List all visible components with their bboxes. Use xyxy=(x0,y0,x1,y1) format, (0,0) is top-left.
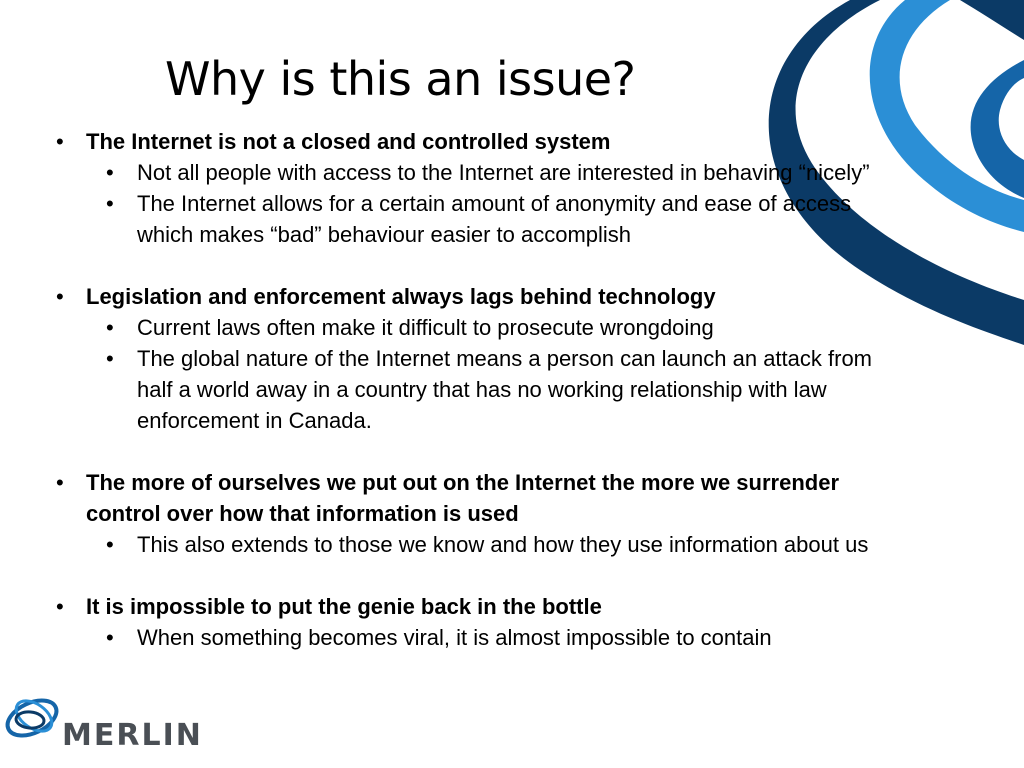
slide-content xyxy=(50,126,900,653)
sub-bullet: • The global nature of the Internet means a person can launch an attack from half a world away in a country that has no working relationship with law enforcement in Canada. xyxy=(50,343,900,436)
sub-bullet: • Not all people with access to the Internet are interested in behaving “nicely” xyxy=(50,157,900,188)
merlin-logo-text: MERLIN xyxy=(62,718,203,753)
swoosh-top-band xyxy=(960,0,1024,40)
swoosh-inner-band xyxy=(971,60,1024,198)
sub-bullet: • Current laws often make it difficult to prosecute wrongdoing xyxy=(50,312,900,343)
bullet-heading-3: • The more of ourselves we put out on the Internet the more we surrender control over how that information is used xyxy=(50,467,900,529)
bullet-heading-4: • It is impossible to put the genie back in the bottle xyxy=(50,591,900,622)
sub-bullet: • This also extends to those we know and how they use information about us xyxy=(50,529,900,560)
bullet-heading-1: • The Internet is not a closed and controlled system xyxy=(50,126,900,157)
bullet-heading-2: • Legislation and enforcement always lags behind technology xyxy=(50,281,900,312)
sub-bullet: • The Internet allows for a certain amount of anonymity and ease of access which makes “bad” behaviour easier to accomplish xyxy=(50,188,900,250)
sub-bullet: • When something becomes viral, it is almost impossible to contain xyxy=(50,622,900,653)
slide-title: Why is this an issue? xyxy=(165,52,636,106)
